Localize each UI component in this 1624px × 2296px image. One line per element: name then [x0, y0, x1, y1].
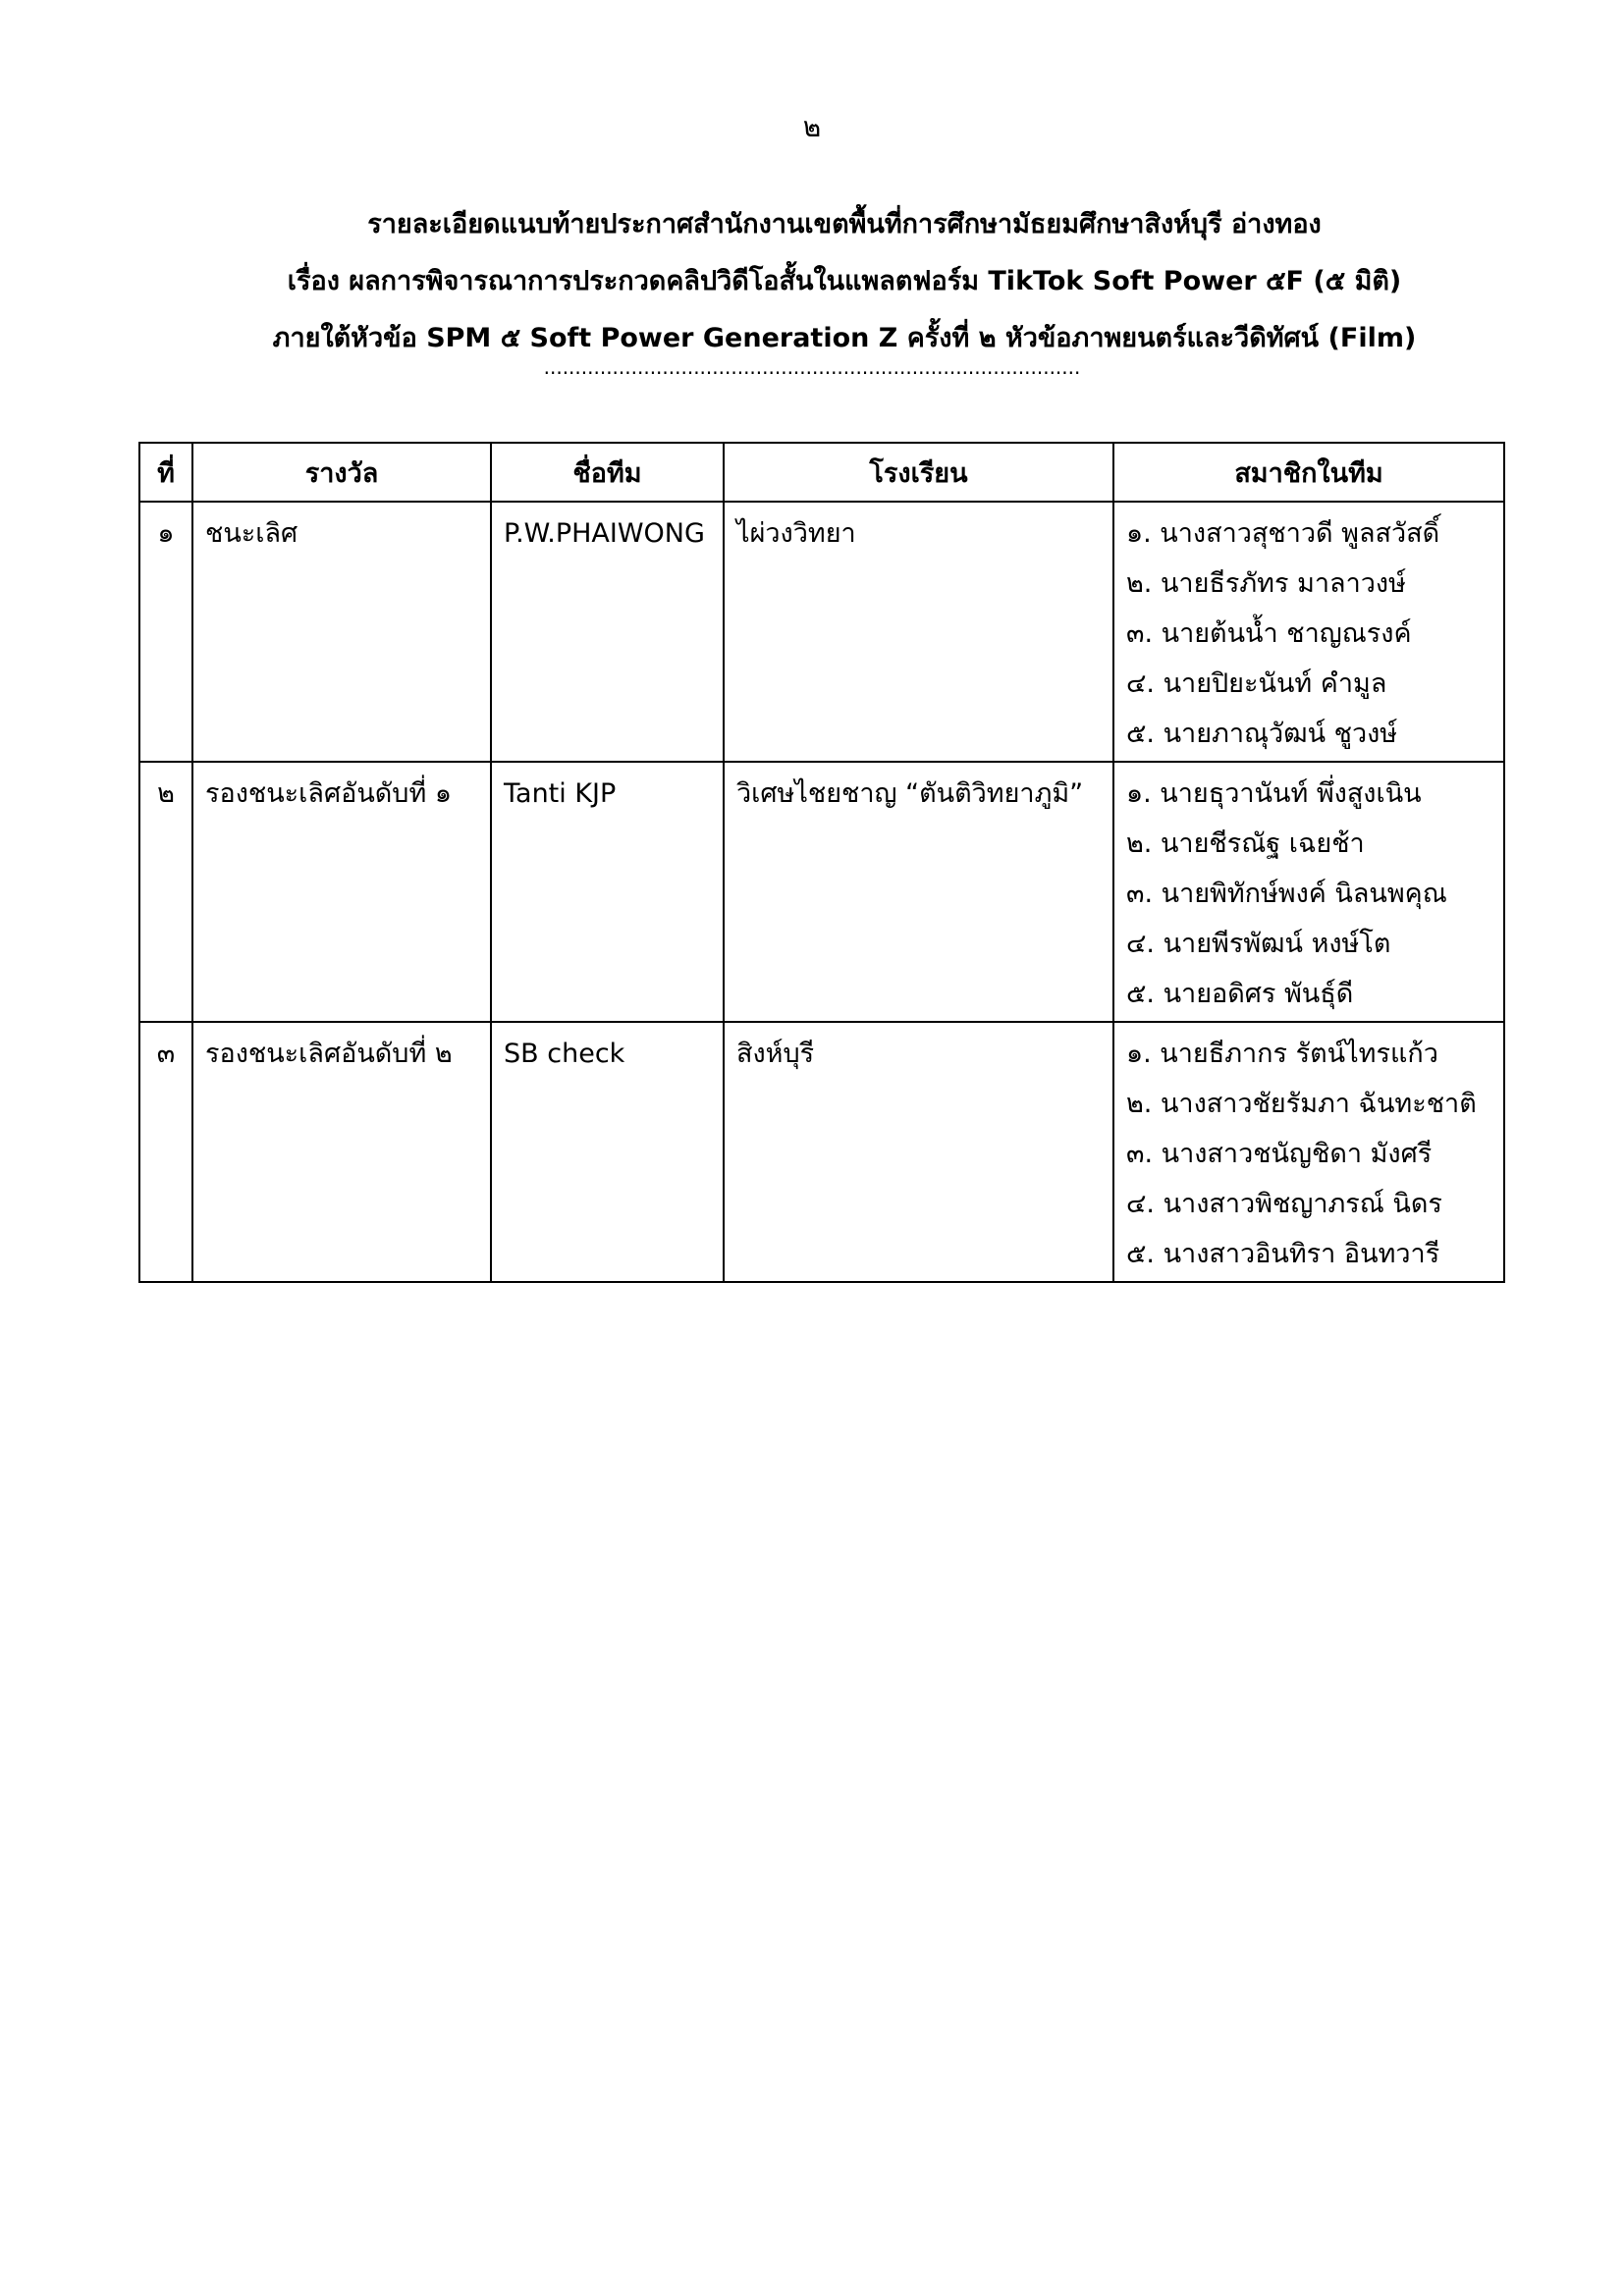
- member-item: ๔. นายพีรพัฒน์ หงษ์โต: [1126, 929, 1391, 959]
- member-item: ๑. นายธีภากร รัตน์ไทรแก้ว: [1126, 1039, 1438, 1069]
- heading-line-1: รายละเอียดแนบท้ายประกาศสำนักงานเขตพื้นที่การศึกษามัธยมศึกษาสิงห์บุรี อ่างทอง: [367, 209, 1322, 240]
- members-cell: [1113, 762, 1504, 1022]
- header-team: ชื่อทีม: [491, 443, 724, 502]
- member-item: ๓. นายพิทักษ์พงค์ นิลนพคุณ: [1126, 879, 1447, 909]
- member-item: ๕. นางสาวอินทิรา อินทวารี: [1126, 1239, 1440, 1269]
- school-cell: วิเศษไชยชาญ “ตันติวิทยาภูมิ”: [724, 762, 1113, 1022]
- table-row: [139, 502, 1504, 762]
- header-award: รางวัล: [192, 443, 491, 502]
- member-item: ๓. นางสาวชนัญชิดา มังศรี: [1126, 1139, 1433, 1169]
- member-item: ๒. นางสาวชัยรัมภา ฉันทะชาติ: [1126, 1089, 1477, 1119]
- document-heading: [128, 196, 1561, 367]
- team-name-cell: P.W.PHAIWONG: [491, 502, 724, 762]
- member-item: ๑. นายธุวานันท์ พึ่งสูงเนิน: [1126, 778, 1422, 809]
- heading-line-2: เรื่อง ผลการพิจารณาการประกวดคลิปวิดีโอสั้นในแพลตฟอร์ม TikTok Soft Power ๕F (๕ มิติ): [287, 266, 1402, 296]
- results-table: [138, 442, 1505, 1283]
- dotted-separator: ......................................................................................: [543, 355, 1081, 379]
- award-cell: รองชนะเลิศอันดับที่ ๑: [192, 762, 491, 1022]
- members-cell: [1113, 502, 1504, 762]
- team-name-cell: SB check: [491, 1022, 724, 1282]
- team-name-cell: Tanti KJP: [491, 762, 724, 1022]
- member-item: ๔. นายปิยะนันท์ คำมูล: [1126, 668, 1387, 699]
- member-item: ๑. นางสาวสุชาวดี พูลสวัสดิ์: [1126, 518, 1440, 549]
- page-number: ๒: [802, 111, 822, 143]
- member-item: ๒. นายชีรณัฐ เฉยช้า: [1126, 828, 1365, 859]
- member-item: ๒. นายธีรภัทร มาลาวงษ์: [1126, 568, 1406, 599]
- members-cell: [1113, 1022, 1504, 1282]
- row-number: ๒: [139, 762, 192, 1022]
- heading-line-3: ภายใต้หัวข้อ SPM ๕ Soft Power Generation Z ครั้งที่ ๒ หัวข้อภาพยนตร์และวีดิทัศน์ (Film): [272, 323, 1417, 353]
- row-number: ๑: [139, 502, 192, 762]
- member-item: ๕. นายอดิศร พันธุ์ดี: [1126, 979, 1354, 1009]
- table-header-row: [139, 443, 1504, 502]
- header-no: ที่: [139, 443, 192, 502]
- table-row: [139, 1022, 1504, 1282]
- header-school: โรงเรียน: [724, 443, 1113, 502]
- member-item: ๔. นางสาวพิชญาภรณ์ นิดร: [1126, 1189, 1442, 1219]
- award-cell: ชนะเลิศ: [192, 502, 491, 762]
- member-item: ๓. นายต้นน้ำ ชาญณรงค์: [1126, 618, 1412, 649]
- table-row: [139, 762, 1504, 1022]
- school-cell: สิงห์บุรี: [724, 1022, 1113, 1282]
- header-members: สมาชิกในทีม: [1113, 443, 1504, 502]
- row-number: ๓: [139, 1022, 192, 1282]
- award-cell: รองชนะเลิศอันดับที่ ๒: [192, 1022, 491, 1282]
- member-item: ๕. นายภาณุวัฒน์ ชูวงษ์: [1126, 719, 1398, 749]
- school-cell: ไผ่วงวิทยา: [724, 502, 1113, 762]
